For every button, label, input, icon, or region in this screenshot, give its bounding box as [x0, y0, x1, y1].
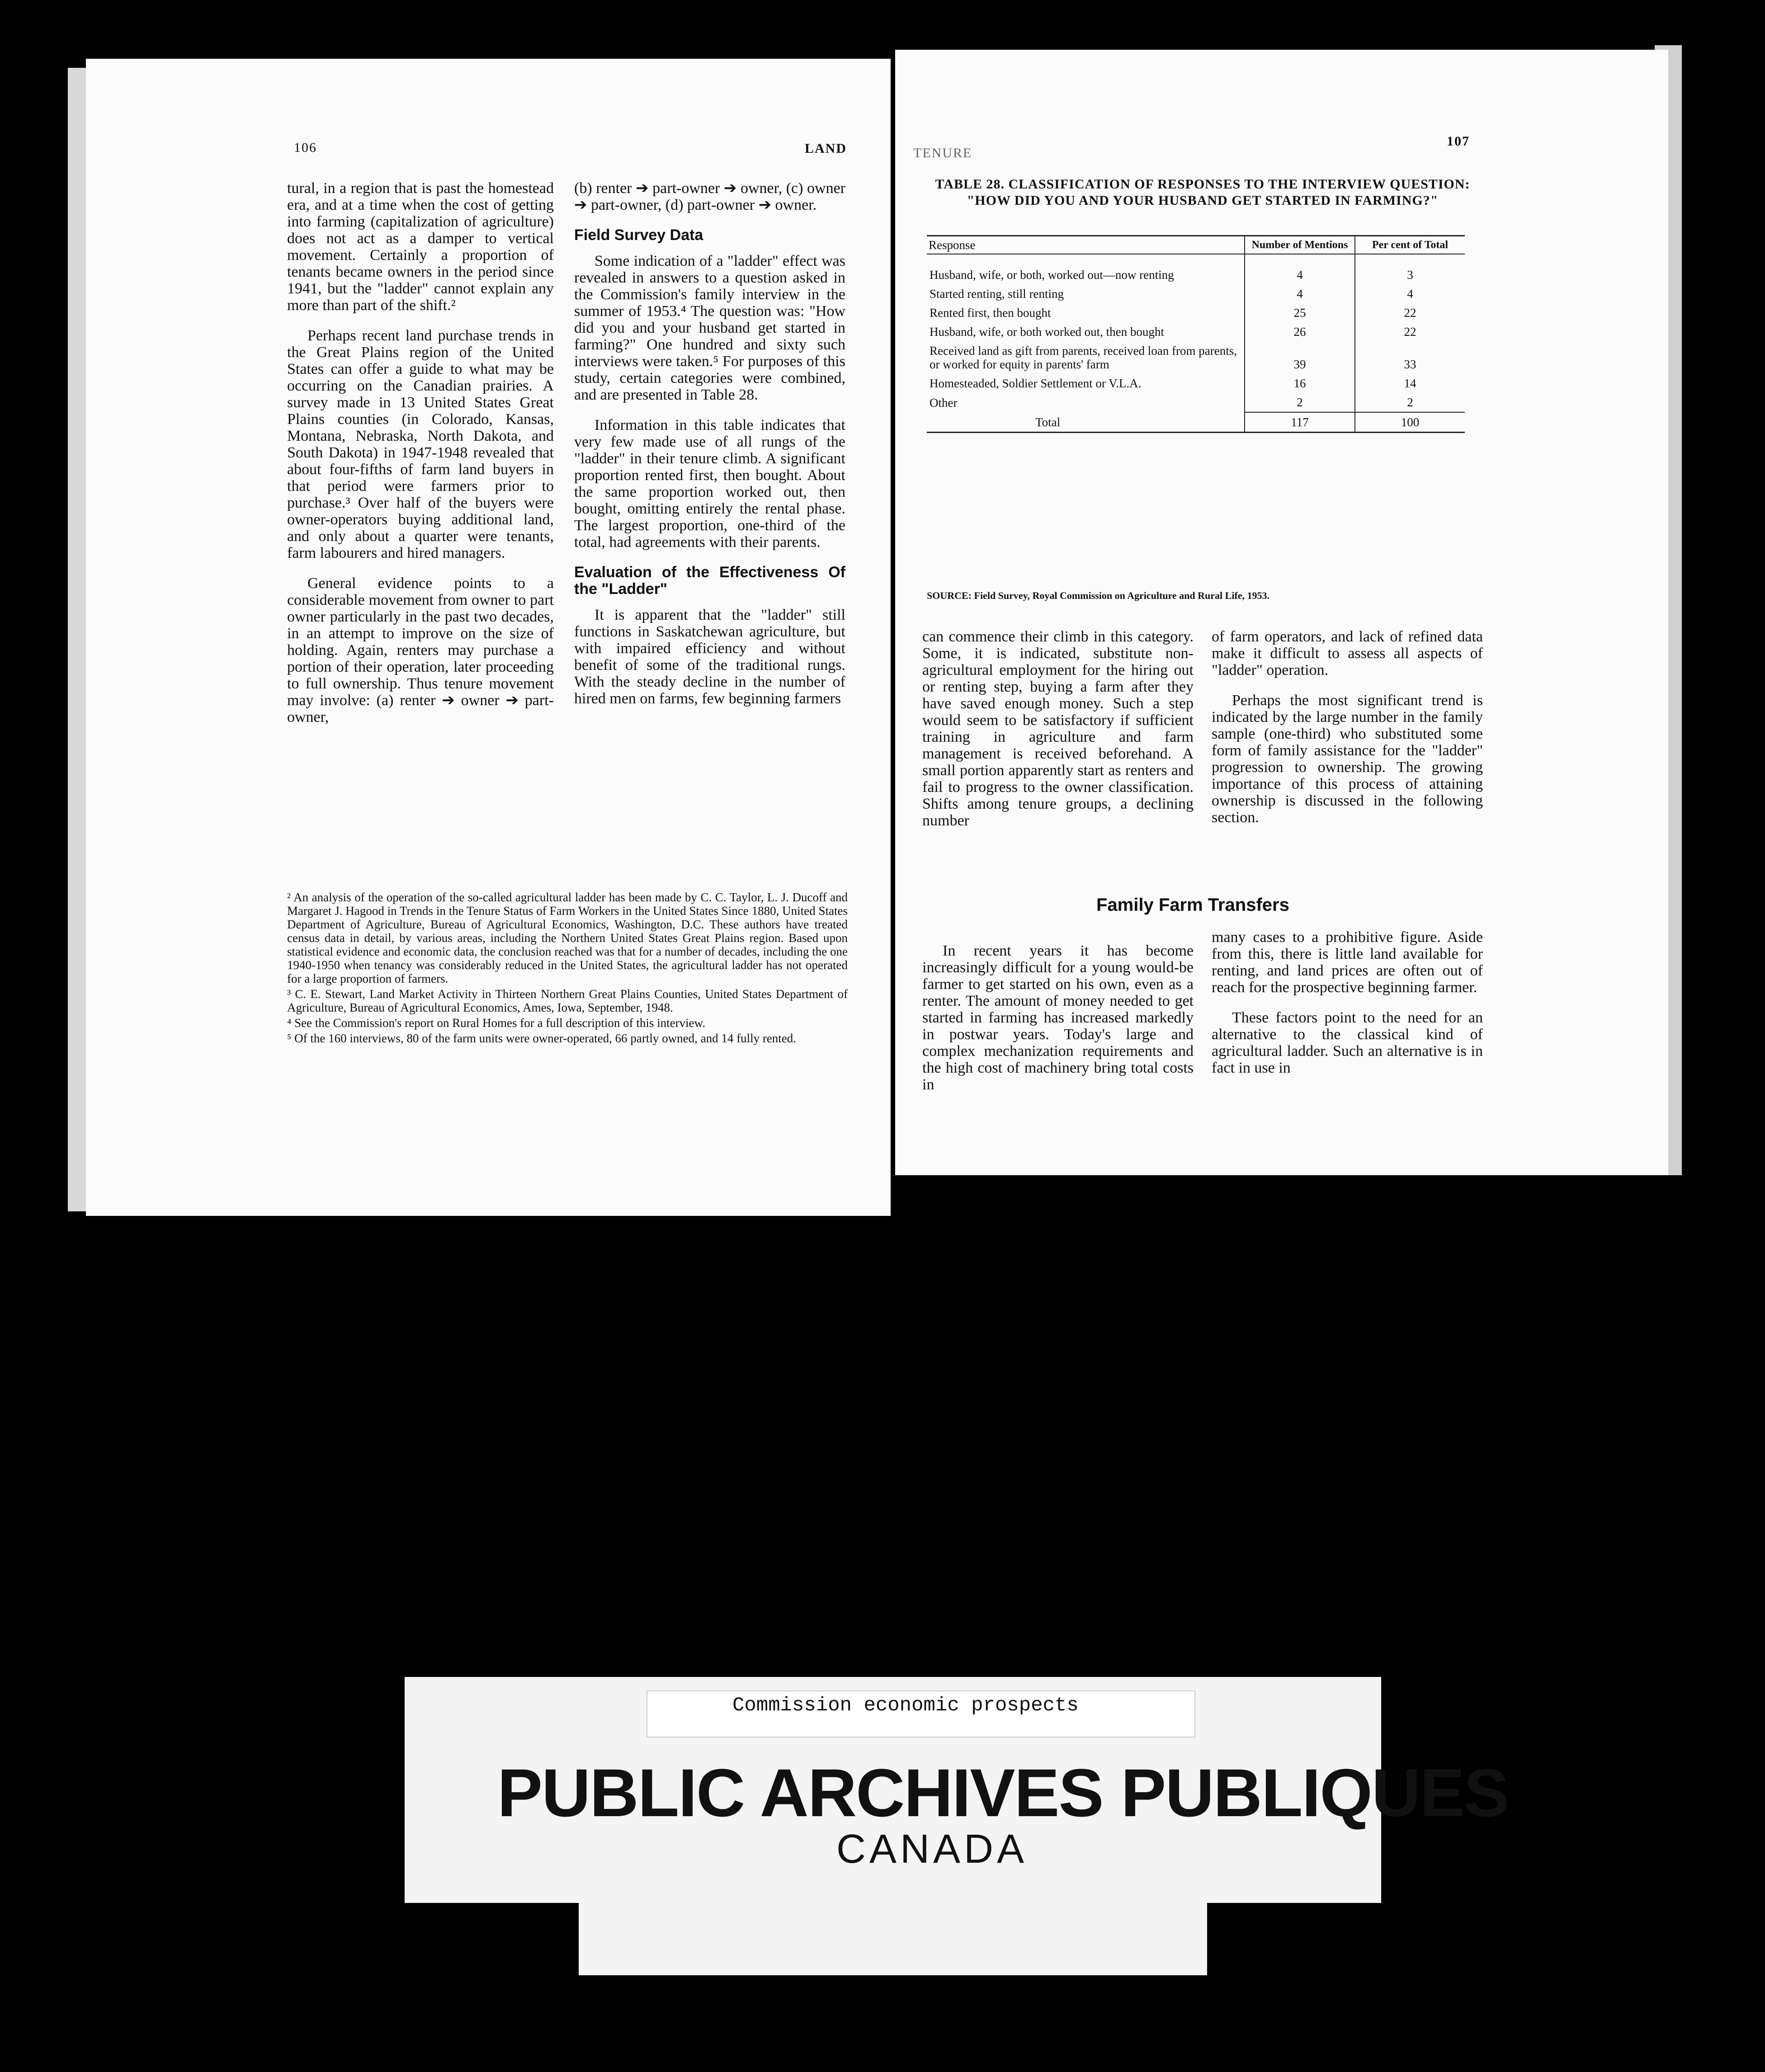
cell-percent: 4	[1355, 284, 1465, 303]
cell-percent: 2	[1355, 393, 1465, 412]
left-running-head: LAND	[805, 141, 847, 156]
paragraph: General evidence points to a considerable movement from owner to part owner particularly in the past two decades, in an attempt to improve on the size of holding. Again, renters may purchase a portion of their operation, later proceeding to full ownership. Thus tenure movement may involve: (a) renter ➔ owner ➔ part-owner,	[287, 575, 554, 725]
col-response: Response	[929, 238, 976, 252]
cell-response: Received land as gift from parents, received loan from parents, or worked for equity in parents' farm	[930, 344, 1237, 371]
left-column-2	[574, 180, 845, 720]
paragraph: These factors point to the need for an alternative to the classical kind of agricultural ladder. Such an alternative is in fact in use in	[1212, 1009, 1483, 1076]
cell-response: Homesteaded, Soldier Settlement or V.L.A.	[930, 377, 1142, 390]
cell-total-label: Total	[1035, 415, 1061, 429]
cell-number: 4	[1245, 284, 1355, 303]
paragraph: can commence their climb in this category. Some, it is indicated, substitute non-agricultural employment for the hiring out or renting step, buying a farm after they have saved enough money. Such a step would seem to be satisfactory if sufficient training in agriculture and farm management is received beforehand. A small portion apparently start as renters and fail to progress to the owner classification. Shifts among tenure groups, a declining number	[922, 628, 1194, 829]
archive-tape-text: Commission economic prospects	[732, 1694, 1079, 1717]
table-title: TABLE 28. CLASSIFICATION OF RESPONSES TO THE INTERVIEW QUESTION: "HOW DID YOU AND YOUR HUSBAND GET STARTED IN FARMING?"	[935, 177, 1470, 208]
table-source: SOURCE: Field Survey, Royal Commission on Agriculture and Rural Life, 1953.	[927, 590, 1270, 601]
cell-number: 26	[1245, 322, 1355, 341]
paragraph: Perhaps the most significant trend is indicated by the large number in the family sample (one-third) who substituted some form of family assistance for the "ladder" progression to ownership. The growing importance of this process of attaining ownership is discussed in the following section.	[1212, 692, 1483, 826]
cell-response: Husband, wife, or both worked out, then bought	[930, 325, 1164, 339]
heading-family-farm-transfers: Family Farm Transfers	[1096, 895, 1289, 915]
archive-subtitle: CANADA	[836, 1827, 1028, 1872]
cell-response: Started renting, still renting	[930, 287, 1064, 301]
cell-number: 16	[1245, 374, 1355, 393]
right-running-head: TENURE	[913, 146, 972, 160]
footnotes	[287, 890, 848, 1047]
footnote: ² An analysis of the operation of the so-called agricultural ladder has been made by C. C. Taylor, L. J. Ducoff and Margaret J. Hagood in Trends in the Tenure Status of Farm Workers in the United States Since 1880, United States Department of Agriculture, Bureau of Agricultural Economics, Washington, D.C. These authors have treated census data in detail, by various areas, including the Northern United States Great Plains region. Based upon statistical evidence and economic data, the conclusion reached was that for a number of decades, including the one 1940-1950 when tenancy was considerably reduced in the United States, the agricultural ladder has not operated for a large proportion of farmers.	[287, 890, 848, 985]
cell-percent: 33	[1355, 341, 1465, 374]
left-column-1	[287, 180, 554, 739]
cell-percent: 22	[1355, 322, 1465, 341]
cell-percent: 22	[1355, 303, 1465, 322]
table-row	[927, 284, 1465, 303]
col-percent: Per cent of Total	[1355, 236, 1465, 254]
right-page-number: 107	[1447, 134, 1470, 149]
cell-response: Other	[930, 396, 958, 410]
table-row	[927, 341, 1465, 374]
cell-number: 4	[1245, 254, 1355, 284]
cell-number: 2	[1245, 393, 1355, 412]
right-column-2-bottom	[1212, 929, 1483, 1090]
footnote: ⁵ Of the 160 interviews, 80 of the farm units were owner-operated, 66 partly owned, and 14 fully rented.	[287, 1031, 797, 1045]
table-28	[927, 235, 1465, 433]
left-page	[86, 59, 891, 1216]
paragraph: Some indication of a "ladder" effect was revealed in answers to a question asked in the Commission's family interview in the summer of 1953.⁴ The question was: "How did you and your husband get started in farming?" One hundred and sixty such interviews were taken.⁵ For purposes of this study, certain categories were combined, and are presented in Table 28.	[574, 253, 845, 403]
archive-title: PUBLIC ARCHIVES PUBLIQUES	[497, 1755, 1509, 1831]
cell-number: 39	[1245, 341, 1355, 374]
table-total-row	[927, 412, 1465, 433]
col-number: Number of Mentions	[1245, 236, 1355, 254]
heading-field-survey: Field Survey Data	[574, 226, 703, 244]
paragraph: (b) renter ➔ part-owner ➔ owner, (c) owner ➔ part-owner, (d) part-owner ➔ owner.	[574, 180, 845, 213]
cell-total-percent: 100	[1355, 412, 1465, 433]
right-column-1-bottom	[922, 942, 1194, 1107]
table-row	[927, 322, 1465, 341]
paragraph: many cases to a prohibitive figure. Aside from this, there is little land available for renting, and land prices are often out of reach for the prospective beginning farmer.	[1212, 929, 1483, 996]
paragraph: tural, in a region that is past the homestead era, and at a time when the cost of getting into farming (capitalization of agriculture) does not act as a damper to vertical movement. Certainly a proportion of tenants became owners in the period since 1941, but the "ladder" cannot explain any more than part of the shift.²	[287, 180, 554, 314]
left-page-number: 106	[294, 140, 317, 155]
paragraph: It is apparent that the "ladder" still functions in Saskatchewan agriculture, but with impaired efficiency and without benefit of some of the traditional rungs. With the steady decline in the number of hired men on farms, few beginning farmers	[574, 607, 845, 707]
table-row	[927, 303, 1465, 322]
right-column-1-top	[922, 628, 1194, 843]
footnote: ³ C. E. Stewart, Land Market Activity in Thirteen Northern Great Plains Counties, United States Department of Agriculture, Bureau of Agricultural Economics, Ames, Iowa, September, 1948.	[287, 987, 848, 1014]
cell-total-number: 117	[1245, 412, 1355, 433]
heading-evaluation: Evaluation of the Effectiveness Of the "Ladder"	[574, 564, 845, 598]
archive-label-strip	[579, 1898, 1207, 1975]
cell-percent: 14	[1355, 374, 1465, 393]
cell-number: 25	[1245, 303, 1355, 322]
paragraph: In recent years it has become increasingly difficult for a young would-be farmer to get started on his own, even as a renter. The amount of money needed to get started in farming has increased markedly in postwar years. Today's large and complex mechanization requirements and the high cost of machinery bring total costs in	[922, 942, 1194, 1093]
cell-percent: 3	[1355, 254, 1465, 284]
table-row	[927, 374, 1465, 393]
right-page	[895, 50, 1668, 1175]
table-row	[927, 393, 1465, 412]
footnote: ⁴ See the Commission's report on Rural Homes for a full description of this interview.	[287, 1016, 706, 1030]
paragraph: Information in this table indicates that very few made use of all rungs of the "ladder" in their tenure climb. A significant proportion rented first, then bought. About the same proportion worked out, then bought, omitting entirely the rental phase. The largest proportion, one-third of the total, had agreements with their parents.	[574, 417, 845, 551]
cell-response: Husband, wife, or both, worked out—now renting	[930, 268, 1174, 282]
paragraph: Perhaps recent land purchase trends in the Great Plains region of the United States can offer a guide to what may be occurring on the Canadian prairies. A survey made in 13 United States Great Plains counties (in Colorado, Kansas, Montana, Nebraska, North Dakota, and South Dakota) in 1947-1948 revealed that about four-fifths of farm land buyers in that period were farmers prior to purchase.³ Over half of the buyers were owner-operators buying additional land, and only about a quarter were tenants, farm labourers and hired managers.	[287, 327, 554, 561]
paragraph: of farm operators, and lack of refined data make it difficult to assess all aspects of "ladder" operation.	[1212, 628, 1483, 678]
right-column-2-top	[1212, 628, 1483, 839]
cell-response: Rented first, then bought	[930, 306, 1051, 320]
table-header-row	[927, 236, 1465, 254]
table-row	[927, 254, 1465, 284]
